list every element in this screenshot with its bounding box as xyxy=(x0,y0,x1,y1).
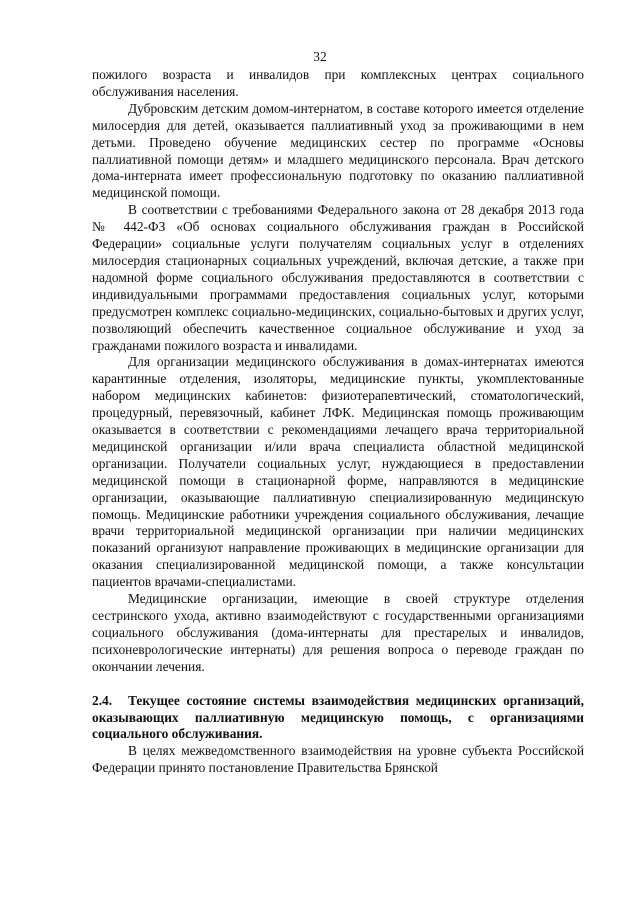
section-number: 2.4. xyxy=(92,692,113,708)
paragraph-orphanage: Дубровским детским домом-интернатом, в составе которого имеется отделение милосердия для детей, оказывается паллиативный уход за проживающими в нем детьми. Проведено обучение медицинских сестер по программе «Основы паллиативной помощи детям» и младшего медицинского персонала. Врач детского дома-интерната имеет профессиональную подготовку по оказанию паллиативной медицинской помощи. xyxy=(92,100,584,201)
paragraph-nursing-care: Медицинские организации, имеющие в своей структуре отделения сестринского ухода, активно взаимодействуют с государственными организациями социального обслуживания (дома-интернаты для престарелых и инвалидов, психоневрологические интернаты) для решения вопроса о переводе граждан по окончании лечения. xyxy=(92,591,584,674)
paragraph-continuation: пожилого возраста и инвалидов при комплексных центрах социального обслуживания населения. xyxy=(92,67,584,99)
section-heading xyxy=(92,693,584,744)
paragraph-interagency: В целях межведомственного взаимодействия на уровне субъекта Российской Федерации принято постановление Правительства Брянской xyxy=(92,743,584,776)
paragraph-medical-service: Для организации медицинского обслуживания в домах-интернатах имеются карантинные отделения, изоляторы, медицинские пункты, укомплектованные набором медицинских кабинетов: физиотерапевтический, стоматологический, процедурный, перевязочный, кабинет ЛФК. Медицинская помощь проживающим оказывается в соответствии с рекомендациями лечащего врача территориальной медицинской организации и/или врача специалиста областной медицинской организации. Получатели социальных услуг, нуждающиеся в предоставлении медицинской помощи в стационарной форме, направляются в медицинские организации, оказывающие паллиативную специализированную медицинскую помощь. Медицинские работники учреждения социального обслуживания, лечащие врачи территориальной медицинской организации при наличии медицинских показаний организуют направление проживающих в медицинские организации для оказания специализированной медицинской помощи, а также консультации пациентов врачами-специалистами. xyxy=(92,354,584,590)
paragraph-federal-law: В соответствии с требованиями Федерального закона от 28 декабря 2013 года № 442-ФЗ «Об основах социального обслуживания граждан в Российской Федерации» социальные услуги получателям социальных услуг в отделениях милосердия стационарных социальных учреждений, включая детские, а также при надомной форме социального обслуживания предоставляются в соответствии с индивидуальными программами предоставления социальных услуг, которыми предусмотрен комплекс социально-медицинских, социально-бытовых и других услуг, позволяющий обеспечить качественное социальное обслуживание и уход за гражданами пожилого возраста и инвалидами. xyxy=(92,202,584,353)
page-content xyxy=(92,67,584,777)
section-title: Текущее состояние системы взаимодействия медицинских организаций, оказывающих паллиативную медицинскую помощь, с организациями социального обслуживания. xyxy=(92,692,584,742)
page-number: 32 xyxy=(313,49,327,64)
